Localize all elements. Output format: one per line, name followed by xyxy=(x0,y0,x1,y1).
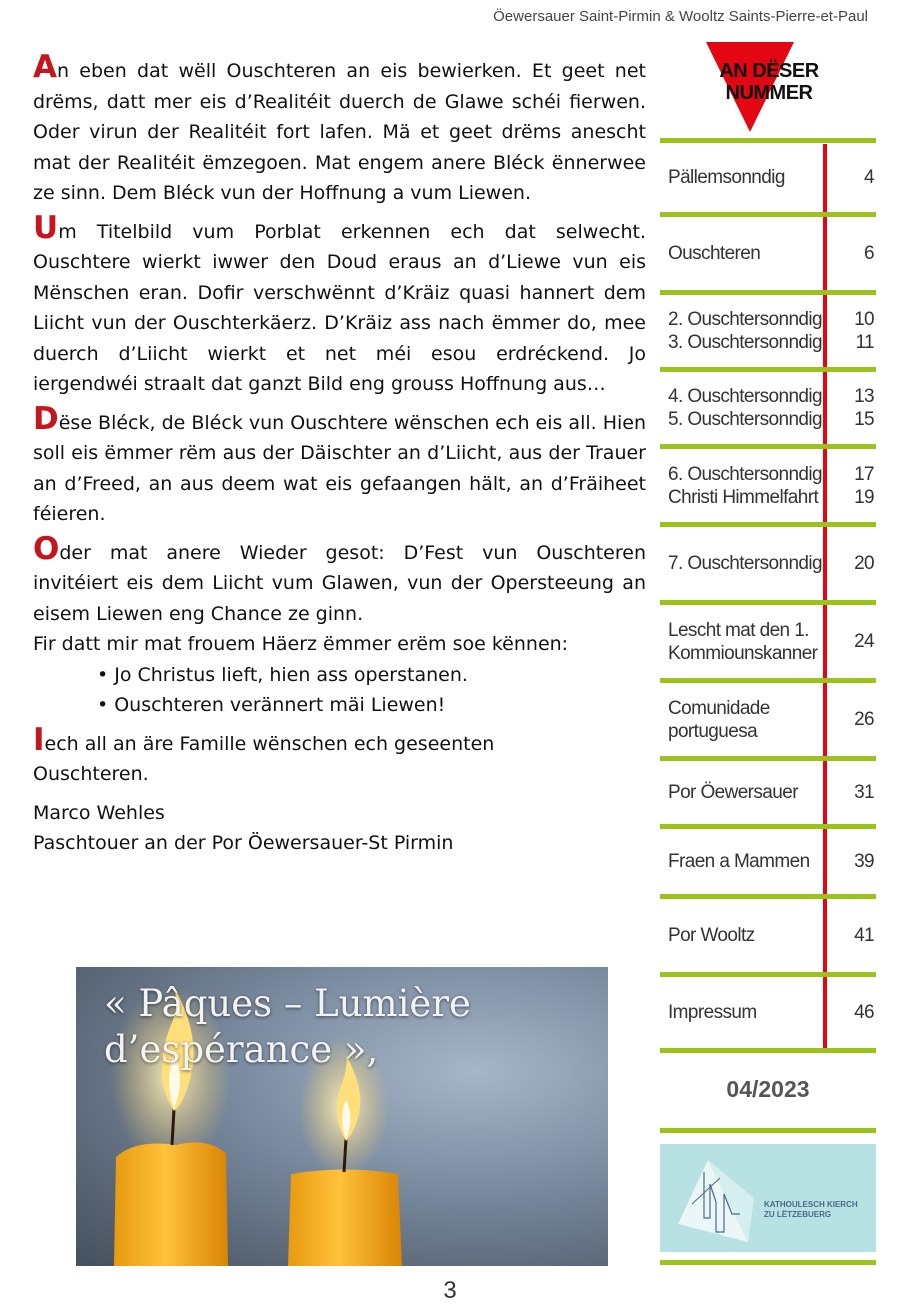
toc-page-number: 11 xyxy=(855,332,874,353)
toc-item-page xyxy=(864,166,874,189)
toc-item xyxy=(660,527,876,600)
toc-label-line: 5. Ouschtersonndig xyxy=(668,409,822,430)
toc-item-label xyxy=(660,308,828,354)
logo-text xyxy=(764,1200,858,1220)
toc-item-page xyxy=(854,385,874,431)
toc-page-number: 15 xyxy=(854,409,874,430)
author-role: Paschtouer an der Por Öewersauer-St Pirmin xyxy=(33,832,454,854)
toc-page-number: 13 xyxy=(854,386,874,407)
toc-page-number: 39 xyxy=(854,851,874,872)
toc-sidebar xyxy=(660,40,876,1310)
toc-item xyxy=(660,449,876,522)
toc-label-line: Christi Himmelfahrt xyxy=(668,486,819,508)
green-divider xyxy=(660,1048,876,1053)
toc-label-line: 3. Ouschtersonndig xyxy=(668,332,822,353)
toc-item-page xyxy=(854,850,874,873)
paragraph-text: n eben dat wëll Ouschteren an eis bewierken. Et geet net drëms, datt mer eis d’Realitéit duerch de Glawe schéi fierwen. Oder virun der Realitéit fort lafen. Mä et geet drëms anescht mat der Realitéit ëmzegoen. Mat engem anere Bléck ënnerwee ze sinn. Dem Bléck vun der Hoffnung a vum Liewen. xyxy=(33,60,646,204)
paragraph-4b: Fir datt mir mat frouem Häerz ëmmer erëm soe kënnen: xyxy=(33,633,569,655)
green-divider xyxy=(660,1260,876,1265)
paragraph-3 xyxy=(33,400,647,530)
toc-label-line: Por Wooltz xyxy=(668,925,755,946)
bullet-item: • Ouschteren verännert mäi Liewen! xyxy=(97,690,646,721)
church-logo-icon xyxy=(660,1144,876,1252)
toc-page-number: 6 xyxy=(864,243,874,264)
logo-text-line1: KATHOULESCH KIERCH xyxy=(764,1200,858,1209)
bullet-list xyxy=(33,660,646,721)
toc-item-label xyxy=(660,924,828,947)
green-divider xyxy=(660,1128,876,1133)
toc-page-number: 46 xyxy=(854,1002,874,1023)
toc-item-label xyxy=(660,697,828,743)
toc-page-number: 26 xyxy=(854,709,874,730)
page-number: 3 xyxy=(443,1277,457,1304)
toc-item-page xyxy=(854,924,874,947)
toc-item-page xyxy=(854,781,874,804)
toc-title-line1: AN DËSER xyxy=(719,60,819,82)
toc-item-label xyxy=(660,385,828,431)
toc-item xyxy=(660,683,876,756)
paragraph-4 xyxy=(33,530,646,630)
toc-page-number: 20 xyxy=(854,553,874,574)
paragraph-text: ech all an äre Famille wënschen ech geseenten Ouschteren. xyxy=(33,732,495,785)
toc-item xyxy=(660,761,876,824)
author-name: Marco Wehles xyxy=(33,801,165,824)
toc-item-label xyxy=(660,781,828,804)
toc-title-line2: NUMMER xyxy=(725,82,813,104)
toc-item-label xyxy=(660,552,828,575)
toc-item xyxy=(660,143,876,212)
toc-page-number: 10 xyxy=(854,309,874,330)
toc-label-line: Kommiounskanner xyxy=(668,642,818,664)
toc-item xyxy=(660,977,876,1048)
toc-label-line: 2. Ouschtersonndig xyxy=(668,309,822,330)
drop-cap: D xyxy=(33,400,59,437)
toc-item-page xyxy=(854,630,874,653)
drop-cap: U xyxy=(33,209,59,246)
toc-title xyxy=(694,60,844,104)
toc-item xyxy=(660,217,876,290)
toc-item-label xyxy=(660,242,828,265)
toc-label-line: 7. Ouschtersonndig xyxy=(668,553,822,574)
toc-label-line: Comunidade xyxy=(668,697,770,719)
paragraph-5 xyxy=(33,721,646,790)
toc-label-line: Por Öewersauer xyxy=(668,782,798,803)
toc-item-page xyxy=(854,708,874,731)
toc-label-line: Lescht mat den 1. xyxy=(668,619,809,641)
toc-item xyxy=(660,899,876,972)
toc-label-line: 4. Ouschtersonndig xyxy=(668,386,822,407)
toc-item-label xyxy=(660,619,828,665)
toc-label-line: Ouschteren xyxy=(668,243,761,264)
toc-item-page xyxy=(854,1001,874,1024)
toc-item-label xyxy=(660,166,828,189)
signature xyxy=(33,798,646,859)
toc-page-number: 17 xyxy=(854,463,874,485)
paragraph-2 xyxy=(33,209,646,400)
toc-item-page xyxy=(854,552,874,575)
paragraph-text: ëse Bléck, de Bléck vun Ouschtere wënschen ech eis all. Hien soll eis ëmmer rëm aus der Däischter an d’Liicht, aus der Trauer an d’Freed, an aus deem wat eis gefaangen hält, an d’Fräiheet féieren. xyxy=(33,411,647,525)
toc-item xyxy=(660,372,876,444)
drop-cap: I xyxy=(33,721,45,758)
toc-label-line: 6. Ouschtersonndig xyxy=(668,463,822,485)
toc-item-label xyxy=(660,463,828,509)
toc-label-line: Impressum xyxy=(668,1002,757,1023)
bullet-item: • Jo Christus lieft, hien ass operstanen. xyxy=(97,660,646,691)
editorial-article xyxy=(33,49,647,859)
toc-page-number: 24 xyxy=(854,631,874,652)
photo-caption: « Pâques – Lumière d’espérance », xyxy=(104,982,471,1071)
toc-page-number: 31 xyxy=(854,782,874,803)
toc-item xyxy=(660,295,876,367)
toc-item-label xyxy=(660,1001,828,1024)
toc-label-line: Pällemsonndig xyxy=(668,167,785,188)
church-logo xyxy=(660,1144,876,1252)
toc-page-number: 4 xyxy=(864,167,874,188)
toc-item-page xyxy=(854,308,874,354)
toc-item-label xyxy=(660,850,828,873)
paragraph-text: m Titelbild vum Porblat erkennen ech dat selwecht. Ouschtere wierkt iwwer den Doud eraus an d’Liewe vun eis Mënschen eran. Dofir verschwënnt d’Kräiz quasi hannert dem Liicht vun der Ouschterkäerz. D’Kräiz ass nach ëmmer do, mee duerch d’Liicht wierkt et net méi esou erdréckend. Jo iergendwéi straalt dat ganzt Bild eng grouss Hoffnung aus… xyxy=(33,220,646,395)
toc-page-number: 19 xyxy=(854,486,874,508)
paragraph-1 xyxy=(33,49,646,209)
logo-text-line2: ZU LËTZEBUERG xyxy=(764,1210,832,1219)
toc-item-page xyxy=(854,463,874,509)
toc-item-page xyxy=(864,242,874,265)
drop-cap: O xyxy=(33,530,60,567)
toc-label-line: Fraen a Mammen xyxy=(668,851,810,872)
easter-candles-photo xyxy=(76,967,608,1266)
paragraph-text: der mat anere Wieder gesot: D’Fest vun Ouschteren invitéiert eis dem Liicht vum Glawen, vun der Opersteeung an eisem Liewen eng Chance ze ginn. xyxy=(33,541,646,625)
toc-label-line: portuguesa xyxy=(668,720,758,742)
toc-page-number: 41 xyxy=(854,925,874,946)
running-header: Öewersauer Saint-Pirmin & Wooltz Saints-Pierre-et-Paul xyxy=(493,8,868,25)
drop-cap: A xyxy=(33,49,57,85)
toc-item xyxy=(660,605,876,678)
issue-number: 04/2023 xyxy=(726,1076,810,1102)
toc-item xyxy=(660,829,876,894)
